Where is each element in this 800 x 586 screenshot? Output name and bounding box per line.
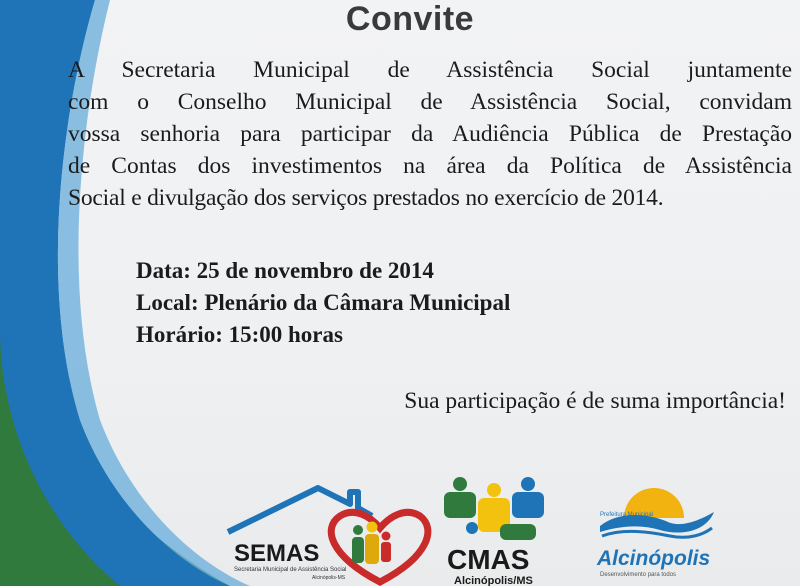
page-title: Convite (345, 0, 475, 38)
paragraph-line: com o Conselho Municipal de Assistência Social, convidam (68, 89, 792, 115)
puzzle-people-icon (444, 477, 544, 540)
invitation-paragraph (68, 54, 792, 214)
event-time: Horário: 15:00 horas (136, 322, 343, 347)
event-date: Data: 25 de novembro de 2014 (136, 258, 434, 283)
alcinopolis-logo (596, 488, 714, 578)
semas-subtitle: Secretaria Municipal de Assistência Social (234, 567, 347, 573)
event-details (136, 255, 510, 351)
paragraph-line: Social e divulgação dos serviços prestados no exercício de 2014. (68, 185, 664, 211)
paragraph-line: A Secretaria Municipal de Assistência Social juntamente (68, 57, 792, 83)
family-icon (352, 522, 391, 565)
prefeitura-name: Alcinópolis (597, 547, 711, 570)
prefeitura-tagline: Desenvolvimento para todos (600, 572, 677, 578)
closing-message: Sua participação é de suma importância! (404, 388, 786, 414)
semas-city: Alcinópolis-MS (312, 575, 346, 581)
cmas-name: CMAS (447, 544, 530, 575)
semas-name: SEMAS (234, 540, 320, 567)
event-location: Local: Plenário da Câmara Municipal (136, 290, 511, 315)
prefeitura-top: Prefeitura Municipal (600, 512, 654, 518)
paragraph-line: de Contas dos investimentos na área da Política de Assistência (68, 153, 792, 179)
cmas-logo (444, 477, 544, 586)
paragraph-line: vossa senhoria para participar da Audiência Pública de Prestação (68, 121, 792, 147)
cmas-subtitle: Alcinópolis/MS (454, 575, 533, 586)
logo-strip (0, 470, 800, 586)
semas-logo (228, 488, 428, 582)
